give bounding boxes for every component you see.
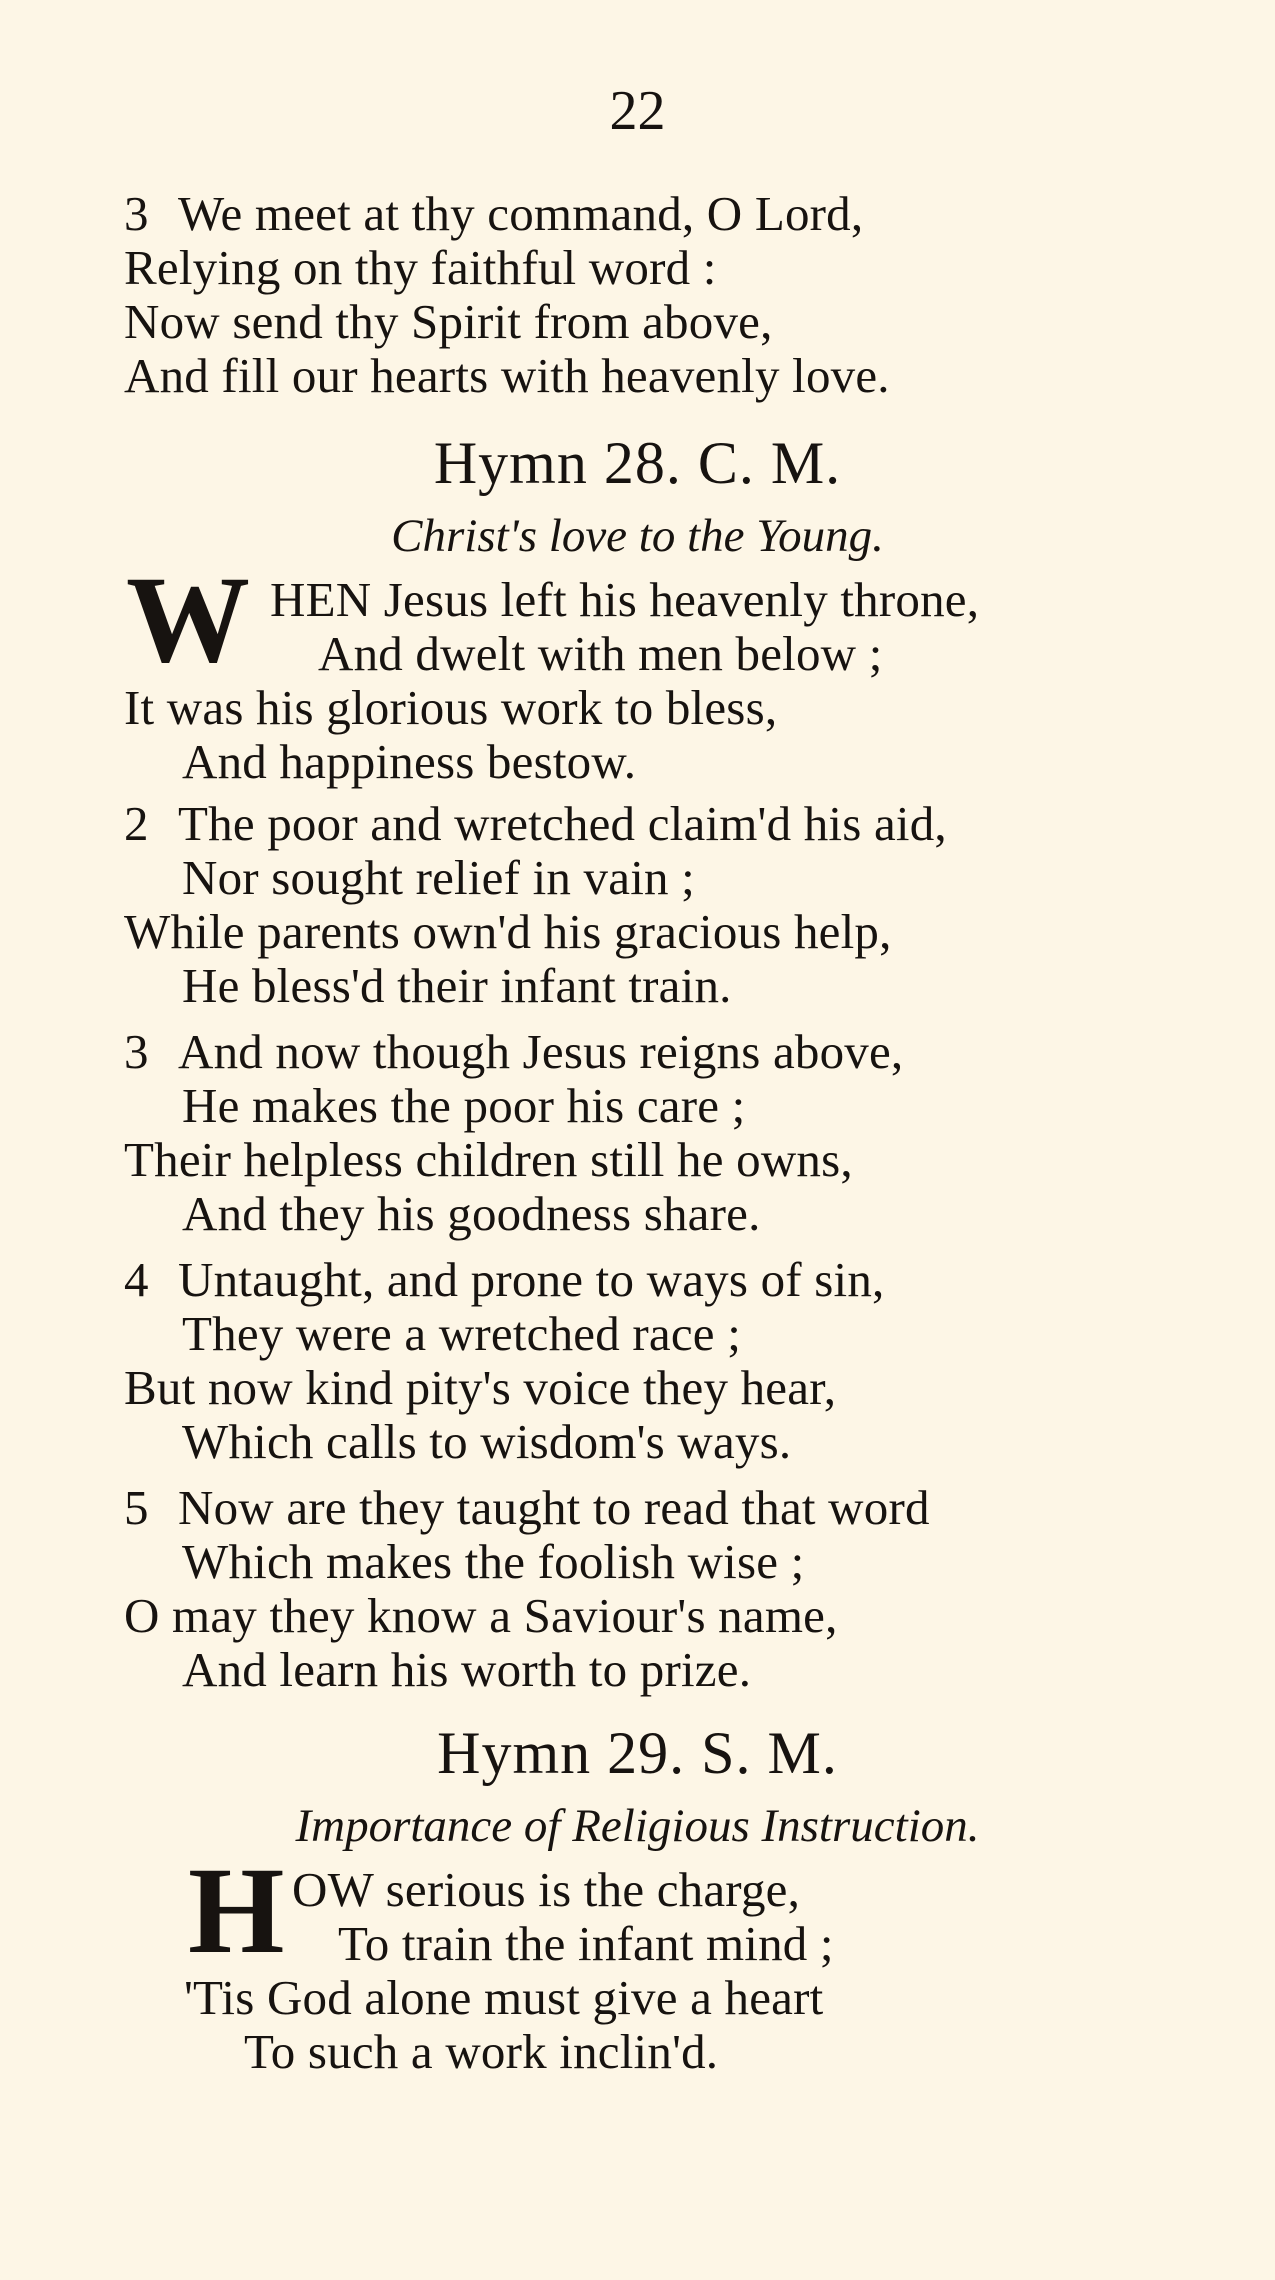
verse-line: Which makes the foolish wise ;: [182, 1534, 805, 1589]
verse-line: And learn his worth to prize.: [182, 1642, 752, 1697]
verse-line: He bless'd their infant train.: [182, 958, 732, 1013]
verse-line: OW serious is the charge,: [292, 1862, 801, 1917]
verse-line: Nor sought relief in vain ;: [182, 850, 695, 905]
verse-line: HEN Jesus left his heavenly throne,: [270, 572, 980, 627]
verse-line: Relying on thy faithful word :: [124, 240, 717, 295]
stanza-number: 3: [124, 186, 149, 241]
verse-line: And dwelt with men below ;: [318, 626, 883, 681]
page-number: 22: [609, 80, 666, 142]
hymn-29-title: Hymn 29. S. M.: [437, 1720, 838, 1786]
verse-line: But now kind pity's voice they hear,: [124, 1360, 837, 1415]
verse-line: And happiness bestow.: [182, 734, 637, 789]
hymn-28-title: Hymn 28. C. M.: [433, 430, 842, 496]
verse-line: Which calls to wisdom's ways.: [182, 1414, 792, 1469]
stanza-number: 3: [124, 1024, 149, 1079]
verse-line: It was his glorious work to bless,: [124, 680, 778, 735]
hymn-29-subtitle: Importance of Religious Instruction.: [295, 1800, 980, 1852]
stanza-number: 2: [124, 796, 149, 851]
verse-line: 3 And now though Jesus reigns above,: [124, 1024, 904, 1079]
verse-line: To train the infant mind ;: [338, 1916, 834, 1971]
stanza-number: 5: [124, 1480, 149, 1535]
verse-line: Their helpless children still he owns,: [124, 1132, 853, 1187]
verse-line: To such a work inclin'd.: [244, 2024, 719, 2079]
verse-line: 5 Now are they taught to read that word: [124, 1480, 930, 1535]
verse-line: And they his goodness share.: [182, 1186, 761, 1241]
verse-line: He makes the poor his care ;: [182, 1078, 746, 1133]
verse-line: 3 We meet at thy command, O Lord,: [124, 186, 864, 241]
verse-line: 'Tis God alone must give a heart: [184, 1970, 824, 2025]
verse-line: Now send thy Spirit from above,: [124, 294, 773, 349]
drop-cap: H: [188, 1842, 285, 1979]
verse-line: 2 The poor and wretched claim'd his aid,: [124, 796, 947, 851]
verse-line: While parents own'd his gracious help,: [124, 904, 892, 959]
verse-line: They were a wretched race ;: [182, 1306, 742, 1361]
verse-line: 4 Untaught, and prone to ways of sin,: [124, 1252, 885, 1307]
hymn-28-subtitle: Christ's love to the Young.: [391, 510, 884, 562]
drop-cap: W: [126, 551, 250, 688]
verse-line: And fill our hearts with heavenly love.: [124, 348, 890, 403]
verse-line: O may they know a Saviour's name,: [124, 1588, 838, 1643]
stanza-number: 4: [124, 1252, 149, 1307]
